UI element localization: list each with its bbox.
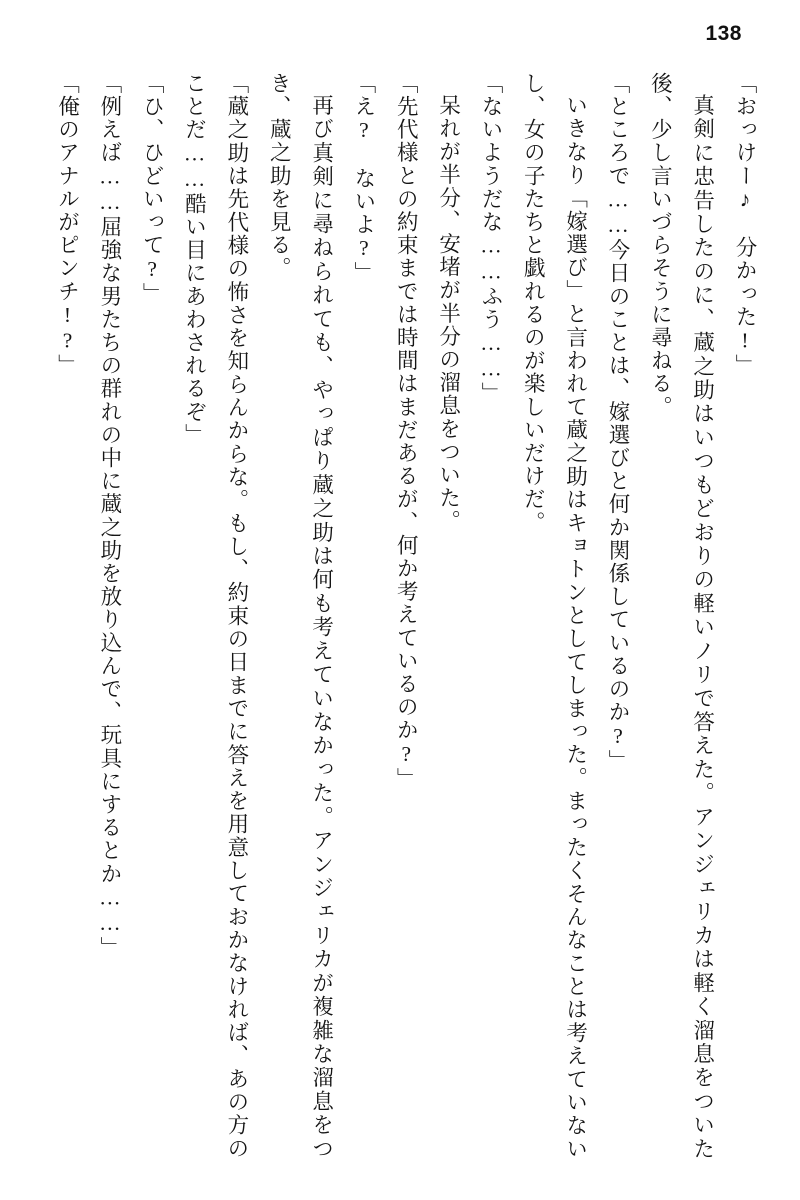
body-paragraph: 「え? ないよ?」 — [351, 72, 376, 285]
body-paragraph: 「ところで……今日のことは、嫁選びと何か関係しているのか?」 — [605, 72, 630, 773]
page-number: 138 — [705, 22, 742, 45]
body-paragraph: いきなり「嫁選び」と言われて蔵之助はキョトンとしてしまった。まったくそんなことは考えていないし、女の子たちと戯れるのが楽しいだけだ。 — [521, 72, 588, 1160]
body-paragraph: 「蔵之助は先代様の怖さを知らんからな。もし、約束の日までに答えを用意しておかなければ、あの方のことだ……酷い目にあわされるぞ」 — [182, 72, 249, 1160]
page-body-text — [34, 72, 766, 1160]
body-paragraph: 再び真剣に尋ねられても、やっぱり蔵之助は何も考えていなかった。アンジェリカが複雑な溜息をつき、蔵之助を見る。 — [267, 72, 334, 1160]
body-paragraph: 「俺のアナルがピンチ!?」 — [55, 72, 80, 378]
body-paragraph: 「例えば……屈強な男たちの群れの中に蔵之助を放り込んで、玩具にするとか……」 — [97, 72, 122, 960]
body-paragraph: 「ひ、ひどいって?」 — [140, 72, 165, 306]
body-paragraph: 「おっけー♪ 分かった!」 — [733, 72, 757, 378]
body-paragraph: 「ないようだな……ふう……」 — [478, 72, 503, 406]
body-paragraph: 「先代様との約束までは時間はまだあるが、何か考えているのか?」 — [394, 72, 419, 791]
body-paragraph: 呆れが半分、安堵が半分の溜息をついた。 — [436, 93, 461, 533]
body-paragraph: 真剣に忠告したのに、蔵之助はいつもどおりの軽いノリで答えた。アンジェリカは軽く溜息をついた後、少し言いづらそうに尋ねる。 — [648, 72, 715, 1160]
